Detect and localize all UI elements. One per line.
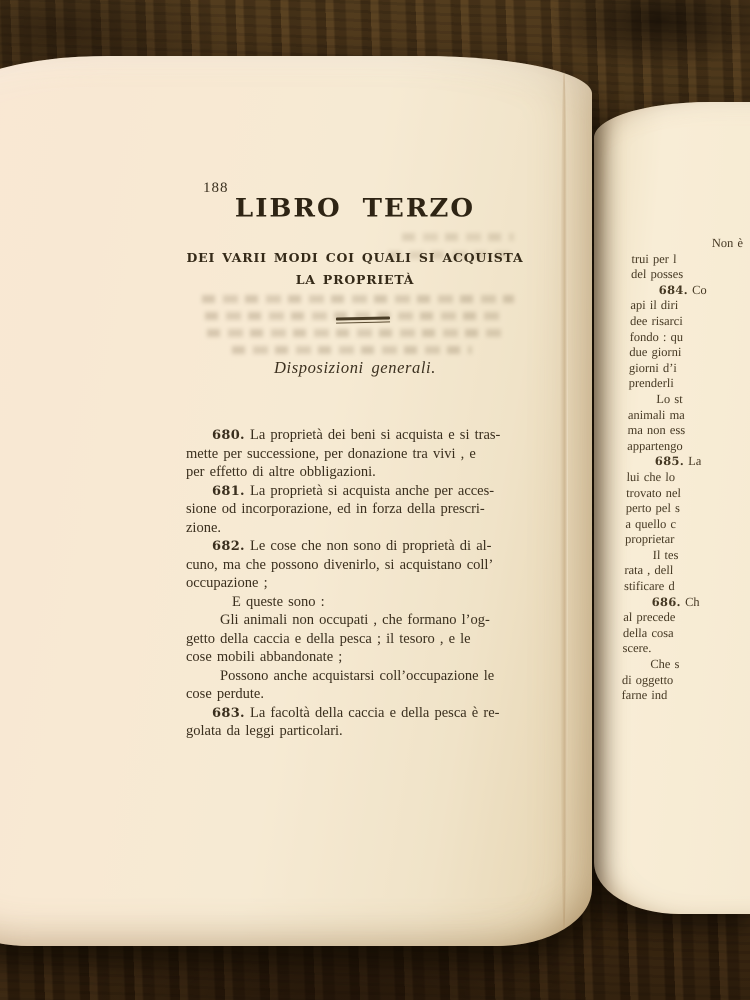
chapter-subtitle-line1: DEI VARII MODI COI QUALI SI ACQUISTA xyxy=(186,250,524,265)
text-line: Che s xyxy=(650,657,680,672)
text-line: trui per l xyxy=(631,251,677,266)
text-line: 682. Le cose che non sono di proprietà di al- xyxy=(212,538,492,554)
text-line: Il tes xyxy=(652,547,679,562)
text-line: due giorni xyxy=(629,345,682,360)
text-line: Non è xyxy=(711,236,744,250)
text-line: a quello c xyxy=(625,516,677,531)
page-number: 188 xyxy=(203,180,229,196)
article-number: 682. xyxy=(212,539,245,554)
text-line: stificare d xyxy=(623,579,675,594)
text-line: di oggetto xyxy=(621,672,674,687)
text-line: E queste sono : xyxy=(232,593,325,610)
text-line: rata , dell xyxy=(624,563,674,578)
article-number: 686. xyxy=(651,594,682,609)
text-line: lui che lo xyxy=(626,469,676,484)
article-number: 681. xyxy=(212,483,245,499)
text-line: zione. xyxy=(186,519,222,536)
chapter-subtitle-line2: LA PROPRIETÀ xyxy=(295,272,415,287)
text-line: 684. Co xyxy=(658,282,707,297)
text-line: 686. Ch xyxy=(651,594,700,609)
text-line: Gli animali non occupati , che formano l’og- xyxy=(220,612,490,628)
text-line: scere. xyxy=(622,641,652,656)
text-line: Possono anche acquistarsi coll’occupazione le xyxy=(220,667,495,684)
text-line: Lo st xyxy=(656,391,683,406)
article-number: 684. xyxy=(658,282,689,297)
article-number: 680. xyxy=(212,428,245,443)
text-line: getto della caccia e della pesca ; il tesoro , e le xyxy=(186,630,471,647)
text-line: occupazione ; xyxy=(186,575,268,591)
text-line: prenderli xyxy=(628,376,674,391)
article-number: 683. xyxy=(212,705,245,721)
text-line: cuno, ma che possono divenirlo, si acquistano coll’ xyxy=(186,556,494,573)
text-line: proprietar xyxy=(624,532,675,547)
text-line: dee risarci xyxy=(629,313,683,328)
text-line: 685. La xyxy=(654,454,702,469)
text-line: sione od incorporazione, ed in forza della prescri- xyxy=(186,501,485,517)
text-line: al precede xyxy=(623,610,676,625)
text-line: 680. La proprietà dei beni si acquista e si tras- xyxy=(212,427,501,443)
text-line: della cosa xyxy=(622,625,674,640)
text-line: appartengo xyxy=(627,438,683,453)
text-line: 681. La proprietà si acquista anche per acces- xyxy=(212,482,495,499)
book-title: LIBRO TERZO xyxy=(234,194,476,224)
text-line: farne ind xyxy=(621,688,668,703)
left-page-body-text xyxy=(186,426,531,741)
section-heading: Disposizioni generali. xyxy=(274,358,436,377)
text-line: api il diri xyxy=(630,298,679,313)
text-line: cose perdute. xyxy=(186,686,264,702)
decorative-rule-thick-line xyxy=(336,316,390,320)
text-line: perto pel s xyxy=(625,501,681,516)
text-line: per effetto di altre obbligazioni. xyxy=(186,464,376,480)
right-page-partial-text xyxy=(621,236,750,704)
text-line: trovato nel xyxy=(626,485,682,500)
text-line: 683. La facoltà della caccia e della pesca è re- xyxy=(212,704,500,721)
text-line: animali ma xyxy=(627,407,685,422)
text-line: del posses xyxy=(630,267,684,282)
article-number: 685. xyxy=(654,454,685,469)
chapter-subtitle xyxy=(178,247,532,291)
text-line: giorni d’i xyxy=(628,360,678,375)
text-line: cose mobili abbandonate ; xyxy=(186,649,343,665)
decorative-rule xyxy=(336,316,390,323)
text-line: ma non ess xyxy=(627,423,686,438)
text-line: fondo : qu xyxy=(629,329,684,344)
decorative-rule-thin-line xyxy=(336,321,390,323)
text-line: golata da leggi particolari. xyxy=(186,723,343,739)
text-line: mette per successione, per donazione tra vivi , e xyxy=(186,445,476,462)
